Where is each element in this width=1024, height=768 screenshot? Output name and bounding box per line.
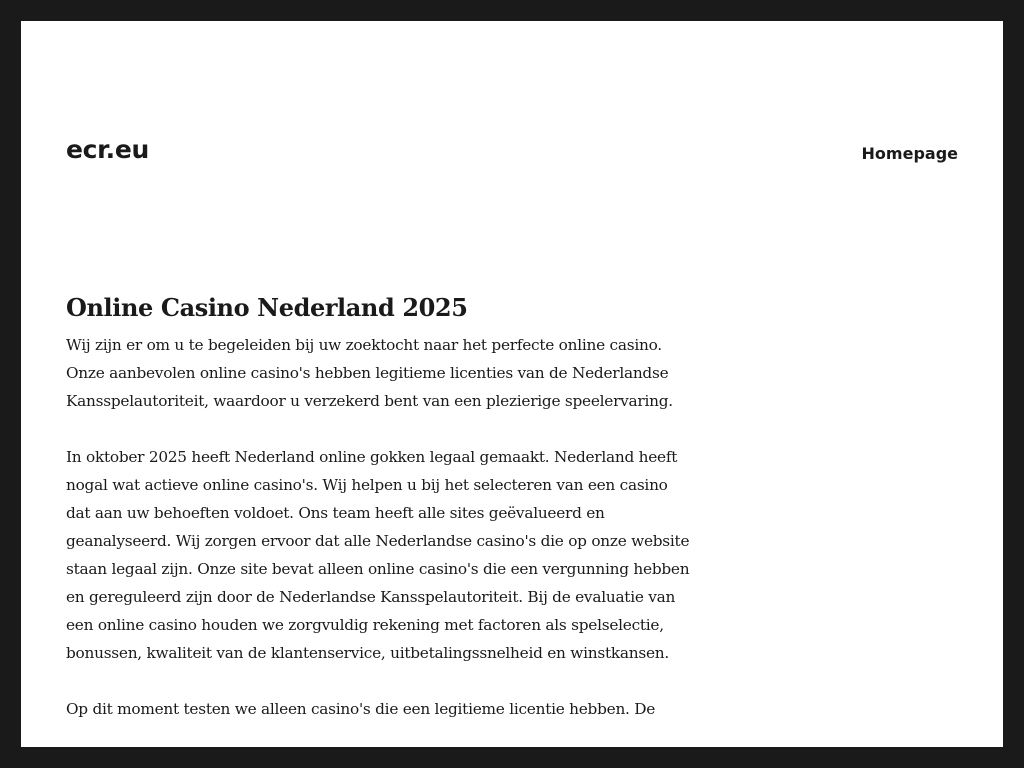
site-header xyxy=(66,135,958,175)
page-title: Online Casino Nederland 2025 xyxy=(66,293,468,322)
article-paragraph-intro: Wij zijn er om u te begeleiden bij uw zoektocht naar het perfecte online casino. Onze aanbevolen online casino's hebben legitieme licenties van de Nederlandse Kansspelautoriteit, waardoor u verzekerd bent van een plezierige speelervaring. xyxy=(66,336,673,410)
main-content xyxy=(66,291,696,747)
article-paragraph-testing: Op dit moment testen we alleen casino's die een legitieme licentie hebben. De xyxy=(66,700,656,718)
page-frame xyxy=(21,21,1003,747)
nav-link-homepage[interactable]: Homepage xyxy=(861,144,958,163)
article-body xyxy=(66,331,696,723)
main-navigation xyxy=(862,144,958,164)
article-paragraph-legal: In oktober 2025 heeft Nederland online gokken legaal gemaakt. Nederland heeft nogal wat actieve online casino's. Wij helpen u bij het selecteren van een casino dat aan uw behoeften voldoet. Ons team heeft alle sites geëvalueerd en geanalyseerd. Wij zorgen ervoor dat alle Nederlandse casino's die op onze website staan legaal zijn. Onze site bevat alleen online casino's die een vergunning hebben en gereguleerd zijn door de Nederlandse Kansspelautoriteit. Bij de evaluatie van een online casino houden we zorgvuldig rekening met factoren als spelselectie, bonussen, kwaliteit van de klantenservice, uitbetalingssnelheid en winstkansen. xyxy=(66,448,690,662)
site-title-link[interactable]: ecr.eu xyxy=(66,135,149,164)
